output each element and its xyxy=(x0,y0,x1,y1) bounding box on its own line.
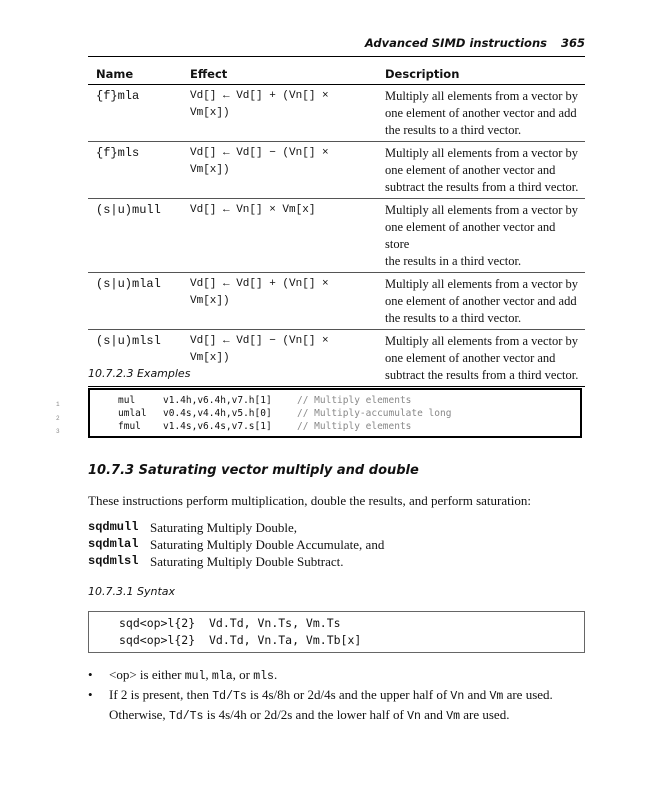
code-op: fmul xyxy=(118,421,141,432)
section-title: 10.7.3 Saturating vector multiply and double xyxy=(88,463,419,478)
examples-heading: 10.7.2.3 Examples xyxy=(88,367,191,380)
instruction-effect: Vd[] ← Vn[] × Vm[x] xyxy=(182,199,377,273)
instruction-name: (s|u)mull xyxy=(88,199,182,273)
column-header: Name xyxy=(88,57,182,85)
code-args: v1.4h,v6.4h,v7.h[1] xyxy=(163,395,272,406)
bullet-marker: • xyxy=(88,687,93,702)
bullet-text: If 2 is present, then Td/Ts is 4s/8h or 2d/4s and the upper half of Vn and Vm are used. Otherwise, Td/Ts is 4s/4h or 2d/2s and the lower half of Vn and Vm are used. xyxy=(109,687,553,723)
bullet-text: <op> is either mul, mla, or mls. xyxy=(109,667,278,683)
instruction-effect: Vd[] ← Vd[] + (Vn[] × Vm[x]) xyxy=(182,85,377,142)
instruction-description: Multiply all elements from a vector by one element of another vector and add the results to a third vector. xyxy=(377,273,585,330)
bullet-item xyxy=(88,666,588,686)
instruction-effect: Vd[] ← Vd[] − (Vn[] × Vm[x]) xyxy=(182,330,377,387)
bullet-item xyxy=(88,686,588,726)
instruction-name: (s|u)mlsl xyxy=(88,330,182,387)
line-number: 1 xyxy=(56,401,60,408)
section-intro: These instructions perform multiplication, double the results, and perform saturation: xyxy=(88,493,531,508)
instruction-effect: Vd[] ← Vd[] + (Vn[] × Vm[x]) xyxy=(182,273,377,330)
instruction-description: Multiply all elements from a vector by one element of another vector and add the results to a third vector. xyxy=(377,85,585,142)
definition-desc: Saturating Multiply Double Accumulate, and xyxy=(150,537,385,552)
code-op: mul xyxy=(118,395,136,406)
line-numbers xyxy=(56,398,60,439)
instruction-table xyxy=(88,56,585,387)
code-comment: // Multiply elements xyxy=(297,395,412,406)
code-args: v1.4s,v6.4s,v7.s[1] xyxy=(163,421,272,432)
instruction-name: {f}mls xyxy=(88,142,182,199)
syntax-line: sqd<op>l{2} Vd.Td, Vn.Ta, Vm.Tb[x] xyxy=(119,633,362,647)
table-row xyxy=(88,273,585,330)
instruction-description: Multiply all elements from a vector by one element of another vector and store the results in a third vector. xyxy=(377,199,585,273)
line-number: 2 xyxy=(56,414,60,422)
instruction-effect: Vd[] ← Vd[] − (Vn[] × Vm[x]) xyxy=(182,142,377,199)
definition-term: sqdmlsl xyxy=(88,554,139,568)
definition-item xyxy=(88,536,384,553)
running-header xyxy=(365,36,585,50)
instruction-name: {f}mla xyxy=(88,85,182,142)
code-example-box xyxy=(88,388,582,438)
definition-desc: Saturating Multiply Double, xyxy=(150,520,297,535)
code-op: umlal xyxy=(118,408,147,419)
code-line xyxy=(118,395,411,406)
table-row xyxy=(88,199,585,273)
code-line xyxy=(118,421,411,432)
definition-term: sqdmlal xyxy=(88,537,139,551)
table-row xyxy=(88,85,585,142)
code-line xyxy=(118,408,451,419)
table-row xyxy=(88,142,585,199)
definition-term: sqdmull xyxy=(88,520,139,534)
definition-item xyxy=(88,519,384,536)
syntax-heading: 10.7.3.1 Syntax xyxy=(88,585,176,598)
definition-item xyxy=(88,553,384,570)
code-comment: // Multiply-accumulate long xyxy=(297,408,452,419)
column-header: Description xyxy=(377,57,585,85)
instruction-description: Multiply all elements from a vector by one element of another vector and subtract the results from a third vector. xyxy=(377,142,585,199)
syntax-line: sqd<op>l{2} Vd.Td, Vn.Ts, Vm.Ts xyxy=(119,616,341,630)
definition-list xyxy=(88,519,384,570)
column-header: Effect xyxy=(182,57,377,85)
header-title: Advanced SIMD instructions xyxy=(364,36,547,50)
bullet-marker: • xyxy=(88,667,93,682)
instruction-description: Multiply all elements from a vector by one element of another vector and subtract the results from a third vector. xyxy=(377,330,585,387)
definition-desc: Saturating Multiply Double Subtract. xyxy=(150,554,344,569)
bullet-list xyxy=(88,666,588,726)
code-args: v0.4s,v4.4h,v5.h[0] xyxy=(163,408,272,419)
instruction-name: (s|u)mlal xyxy=(88,273,182,330)
code-comment: // Multiply elements xyxy=(297,421,412,432)
line-number: 3 xyxy=(56,428,60,435)
syntax-box xyxy=(88,611,585,653)
page-number: 365 xyxy=(560,36,585,50)
table-header-row xyxy=(88,57,585,85)
